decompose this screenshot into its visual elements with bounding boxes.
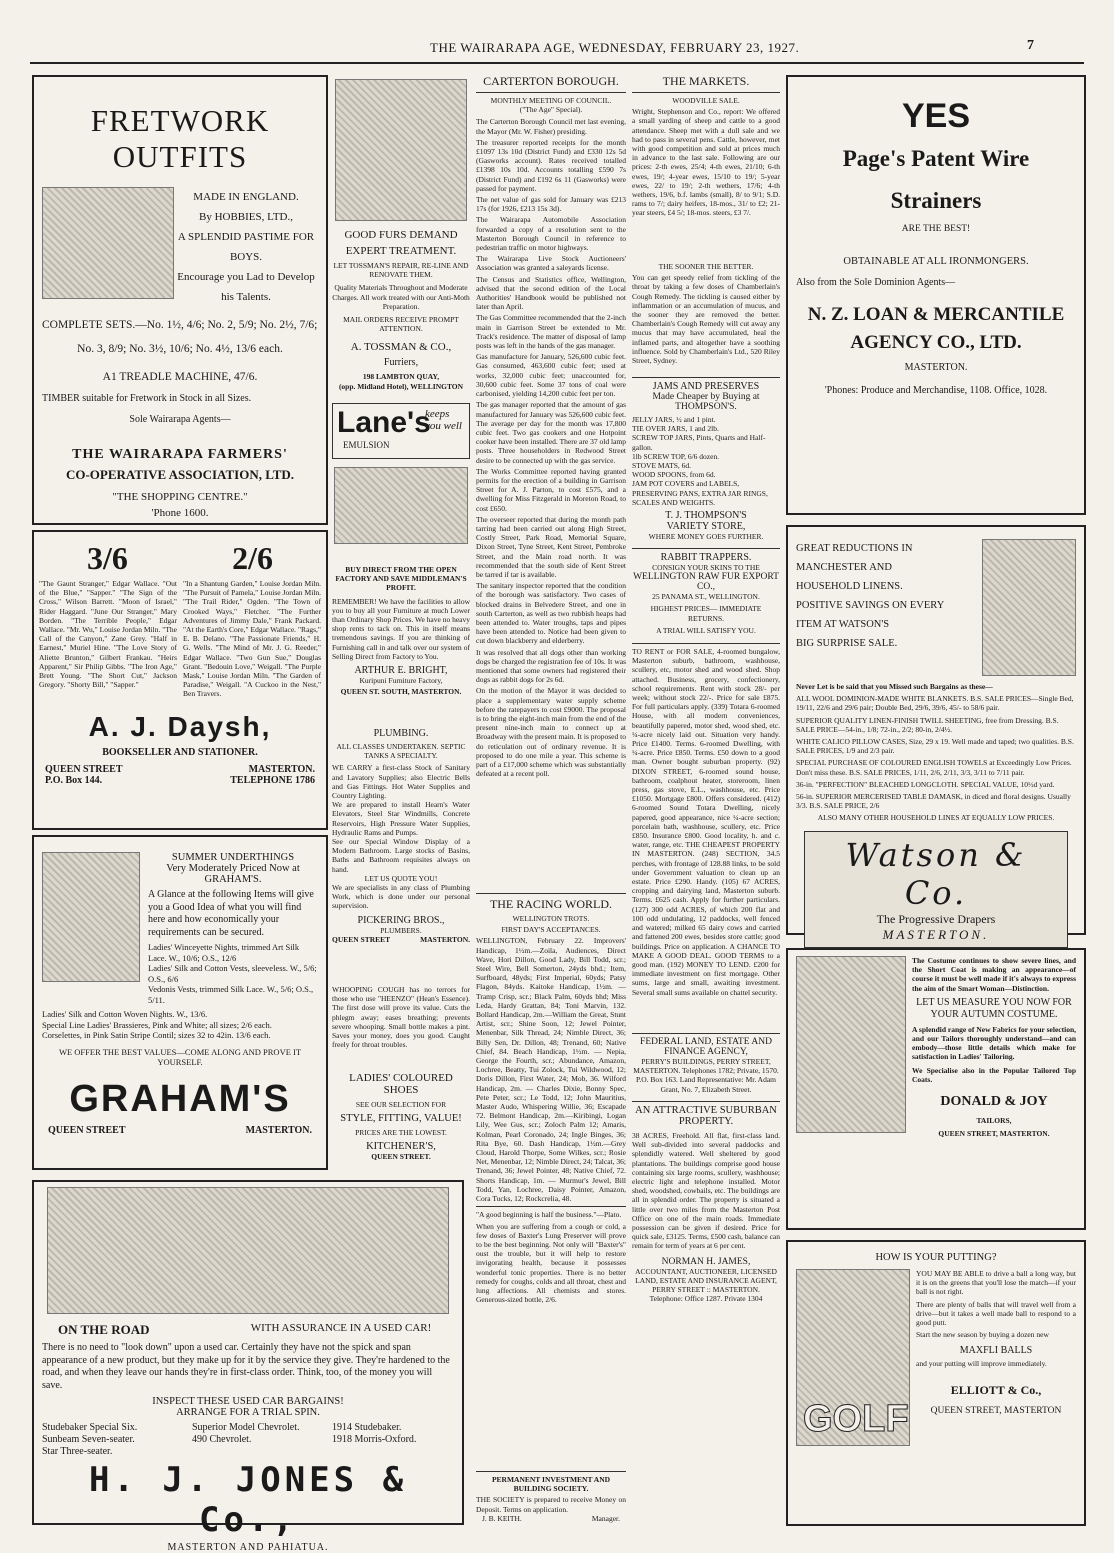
thompson-item: WOOD SPOONS, from 6d. xyxy=(632,470,716,480)
golf-p2: There are plenty of balls that will travel well from a drive—but it takes a well made ball to respond to a good putt. xyxy=(916,1299,1076,1328)
watson-item: SPECIAL PURCHASE OF COLOURED ENGLISH TOWELS at Exceedingly Low Prices. Don't miss these. B.S. SALE PRICES, 1/11, 2/6, 2/11, 3/3, 3/11 to 7/11 pair. xyxy=(796,758,1072,777)
grahams-offer: WE OFFER THE BEST VALUES—COME ALONG AND PROVE IT YOURSELF. xyxy=(58,1046,302,1067)
fretwork-line3: A SPLENDID PASTIME FOR xyxy=(177,231,315,243)
golf-p1: YOU MAY BE ABLE to drive a ball a long way, but it is on the greens that you'll lose the match—if your ball is not right. xyxy=(916,1269,1076,1297)
cough-head: THE SOONER THE BETTER. xyxy=(658,262,754,271)
divider xyxy=(476,1206,626,1207)
fretwork-ad xyxy=(32,75,328,525)
property-listings xyxy=(632,640,780,1025)
baxter-text: When you are suffering from a cough or cold, a few doses of Baxter's Lung Preserver will prove to be the best beginning. Not only will "Baxter's" oust the trouble, but it will help to restore invigorating health, because it possesses wonderful tonic properties. There is no better remedy for coughs, colds and all throat, chest and lung affections. All chemists and stores. Generous-sized bottle, 2/6. xyxy=(476,1221,626,1305)
rabbit-t5: A TRIAL WILL SATISFY YOU. xyxy=(656,625,756,635)
thompson-item: 1lb SCREW TOP, 6/6 dozen. xyxy=(632,451,720,461)
thompson-store: VARIETY STORE, xyxy=(666,521,746,533)
farmers-centre: "THE SHOPPING CENTRE." xyxy=(112,491,248,503)
carterton-para: The gas manager reported that the amount of gas manufactured for January was 526,600 cubic feet. The average per day for the month was 17,800 cubic feet. Two gas cookers and one Hotpoint cooker have been installed. There are 37 old lamp posts. Three householders in Redwood Street desire to be connected up with the gas service. xyxy=(476,400,626,465)
jones-ad xyxy=(32,1180,464,1553)
carterton-para: The overseer reported that during the month path tarring had been carried out along High Street, Costly Street, Park Road, Memorial Square, Dixon Street, Tyne Street, Kent Street, Pembroke Street, and the Main road north. It was recommended that the south side of Kent Street be tarred if tar is available. xyxy=(476,514,626,579)
watson-ad xyxy=(786,525,1086,942)
watson-never: Never Let is be said that you Missed such Bargains as these— xyxy=(796,682,993,691)
carterton-para: It was resolved that all dogs other than working dogs be charged the registration fee of 10s. It was mentioned that some owners had registered their dogs as rabbit dogs for 2s 6d. xyxy=(476,647,626,685)
fretwork-treadle: A1 TREADLE MACHINE, 47/6. xyxy=(102,371,258,383)
suburban-tel: Telephone: Office 1287. Private 1304 xyxy=(649,1294,763,1304)
column-2-top xyxy=(332,75,470,573)
daysh-tel: TELEPHONE 1786 xyxy=(230,774,315,786)
divider xyxy=(632,92,780,93)
fretwork-line5: Encourage you Lad to Develop xyxy=(177,271,315,283)
bright-name: ARTHUR E. BRIGHT, xyxy=(354,665,448,677)
bright-body: REMEMBER! We have the facilities to allow you to buy all your Furniture at much Lower than Ordinary Shop Prices. We have no heavy shop rents to tack on. This in itself means tremendous savings. If you are thinking of Furnishing call in and talk over our system of Selling Direct from Factory to You. xyxy=(332,596,470,661)
kitcheners-ad xyxy=(332,1072,470,1172)
fretwork-line6: his Talents. xyxy=(221,291,271,303)
furniture-illustration xyxy=(334,467,468,544)
grahams-town: MASTERTON. xyxy=(245,1124,312,1136)
furs-t2: EXPERT TREATMENT. xyxy=(345,245,457,257)
watson-h6: BIG SURPRISE SALE. xyxy=(796,638,898,649)
markets-text: Wright, Stephenson and Co., report: We offered a small yarding of sheep and cattle to a good attendance. Sheep met with a dull sale and we had to pass in several pens. Cattle, however, met with good competition and sold at prices much in advance to the last sale. Following are our prices: 2-th ewes, 25/4; 4-th ewes, 21/10; 6-th ewes, 19/; 4-year ewes, 15/10 to 19/; 5-year ewes, 22/ to 19/; 2-th wethers, 17/6; 4-th wethers, 19/6, b.f. lambs (small), 8/ to 9/1; S.D. rams to 7/; dairy heifers, 18-mos., 31/ to £2; 21-year steers, £4 5/; 18-mos. steers, £3 7/. xyxy=(632,107,780,218)
bright-firm: Kuripuni Furniture Factory, xyxy=(359,676,443,686)
racing-head: THE RACING WORLD. xyxy=(489,897,613,911)
yes-t4: ARE THE BEST! xyxy=(901,224,971,234)
fretwork-title: FRETWORK OUTFITS xyxy=(90,103,270,174)
carterton-article xyxy=(476,72,626,882)
rabbit-t2: CONSIGN YOUR SKINS TO THE xyxy=(652,563,760,572)
divider xyxy=(632,377,780,378)
elliott-golf-ad xyxy=(786,1240,1086,1526)
donald-addr: QUEEN STREET, MASTERTON. xyxy=(938,1129,1050,1139)
grahams-item-2: Ladies' Silk and Cotton Vests, sleeveless. W., 5/6; O.S., 6/6 xyxy=(148,963,317,984)
plumbing-p3: See our Special Window Display of a Modern Bathroom. Large stocks of Basins, Baths and Bathroom requisites always on hand. xyxy=(332,837,470,874)
carterton-para: Gas manufacture for January, 526,600 cubic feet. Gas consumed, 463,600 cubic feet; used at works, 32,000 cubic feet; unaccounted for, 30,600 cubic feet. Some 37 tons of coal were carbonised, yielding 14,200 cubic feet per ton. xyxy=(476,352,626,399)
donald-p2: LET US MEASURE YOU NOW FOR YOUR AUTUMN COSTUME. xyxy=(916,996,1072,1020)
car-4: Sunbeam Seven-seater. xyxy=(42,1434,135,1445)
rabbit-ad xyxy=(632,545,780,635)
carterton-para: The Carterton Borough Council met last evening, the Mayor (Mr. W. Fisher) presiding. xyxy=(476,117,626,136)
watson-logo: Watson & Co. xyxy=(845,835,1027,912)
suburban-head: AN ATTRACTIVE SUBURBAN PROPERTY. xyxy=(635,1105,777,1127)
thompson-item: JAM POT COVERS and LABELS, PRESERVING PANS, EXTRA JAR RINGS, SCALES AND WEIGHTS. xyxy=(632,479,768,507)
watson-tagline: The Progressive Drapers xyxy=(876,911,996,926)
watson-item: SUPERIOR QUALITY LINEN-FINISH TWILL SHEETING, free from Dressing. B.S. SALE PRICE—54-in., 1/8; 72-in., 2/2; 80-in, 2/4½. xyxy=(796,715,1059,734)
farmers-line1: THE WAIRARAPA FARMERS' xyxy=(72,447,288,462)
thompson-t2: Made Cheaper by Buying at xyxy=(652,392,760,402)
plumbing-head: PLUMBING. xyxy=(373,728,429,739)
furs-t5: MAIL ORDERS RECEIVE PROMPT ATTENTION. xyxy=(343,315,459,334)
furs-t1: GOOD FURS DEMAND xyxy=(344,229,458,241)
lady-illustration xyxy=(42,852,140,982)
markets-sub: WOODVILLE SALE. xyxy=(672,96,740,105)
suburban-ad xyxy=(632,1098,780,1526)
suburban-name: NORMAN H. JAMES, xyxy=(661,1256,751,1267)
daysh-town: MASTERTON. xyxy=(248,763,315,775)
grahams-logo: GRAHAM'S xyxy=(69,1077,291,1120)
watson-h1: GREAT REDUCTIONS IN xyxy=(796,543,913,554)
carterton-para: The Works Committee reported having granted permits for the erection of a building in Garrison Street for A. J. Parton, to cost £575, and a dwelling for Miss Fitzgerald in Moreton Road, to cost £650. xyxy=(476,466,626,513)
yes-t9: MASTERTON. xyxy=(904,362,968,373)
grahams-item-1: Ladies' Winceyette Nights, trimmed Art Silk Lace. W., 10/6; O.S., 12/6 xyxy=(148,942,300,963)
carterton-sub: MONTHLY MEETING OF COUNCIL. xyxy=(490,96,612,105)
thompson-item: JELLY JARS, ½ and 1 pint. xyxy=(632,415,716,424)
heenzo-ad xyxy=(332,985,470,1053)
plumbing-street: QUEEN STREET xyxy=(332,934,391,944)
divider xyxy=(632,643,780,644)
divider xyxy=(632,1101,780,1102)
jones-inspect: INSPECT THESE USED CAR BARGAINS! xyxy=(152,1396,344,1407)
heenzo-text: WHOOPING COUGH has no terrors for those who use "HEENZO" (Hean's Essence). The first dose will prove its value. Cuts the phlegm away; eases breathing; prevents severe whooping. Small bottle makes a pint. Saves your money, does you good. Caught freely for throat troubles. xyxy=(332,985,470,1050)
carterton-para: The sanitary inspector reported that the condition of the borough was satisfactory. Two cases of blocked drains in Belvedere Street, and one in south Carterton, as well as two rubbish heaps had been attended to. Water troughs, taps and pipes have been attended to. Notice had been given to cut down blackberry and elderberry. xyxy=(476,581,626,646)
rabbit-t4: HIGHEST PRICES— IMMEDIATE RETURNS. xyxy=(650,604,762,623)
racing-article xyxy=(476,890,626,1420)
furs-addr2: (opp. Midland Hotel), WELLINGTON xyxy=(338,381,464,391)
grahams-item-3: Vedonis Vests, trimmed Silk Lace. W., 5/6; O.S., 5/11. xyxy=(148,984,314,1005)
plumbing-p4: LET US QUOTE YOU! xyxy=(364,873,438,883)
watson-h5: ITEM AT WATSON'S xyxy=(796,619,890,630)
plumbing-p5: We are specialists in any class of Plumbing Work, which is done under our personal supervision. xyxy=(332,883,470,911)
donald-trade: TAILORS, xyxy=(976,1116,1012,1126)
thompson-t1: JAMS AND PRESERVES xyxy=(652,381,760,392)
golf-ball: MAXFLI BALLS xyxy=(959,1345,1033,1357)
yes-t10: 'Phones: Produce and Merchandise, 1108. Office, 1028. xyxy=(824,385,1048,396)
books-list-right: "In a Shantung Garden," Louise Jordan Miln. "The Pursuit of Pamela," Louise Jordan Miln. "The Trail Rider," Ogden. "The Town of Crooked Ways," Fletcher. "The Further Adventures of Jimmy Dale," Frank Packard. "At the Earth's Core," Edgar Wallace. "Rags," E. B. Delano. "The Passionate Friends," H. G. Wells. "The Mind of Mr. J. G. Reeder," Edgar Wallace. "Two Gun Sue," Douglas Grant. "Bedouin Love," Weigall. "The Purple Mask," Louise Jordan Miln. "The Garden of Paradise," Weigall. "A Cuckoo in the Nest," Ben Travers. xyxy=(183,579,321,699)
books-list-left: "The Gaunt Stranger," Edgar Wallace. "Out of the Blue," "Sapper." "The Sign of the Cross," Wilson Barrett. "Moon of Israel," Rider Haggard. "June Our Stranger," Mary Borden. "The Terrible People," Edgar Wallace. "Mr. Wu," Louise Jordan Miln. "The Call of the Canyon," Zane Grey. "Half in Earnest," Muriel Hine. "The Love Story of Aliette Brunton," Gilbert Frankau. "Heirs Apparent," Sir Philip Gibbs. "The Iron Age," Brett Young. "The Short Cut," Jackson Gregory. "Shorty Bill," "Sapper." xyxy=(39,579,177,690)
property-text: TO RENT or FOR SALE, 4-roomed bungalow, Masterton suburb, bathroom, washhouse, scullery, etc, motor shed and wood shed. Shop attached. Business, grocery, confectionery, school requirements. Rent with stock 28/- per week; without stock 22/-. Price for sale £875. For full particulars apply. (339) Totara 6-roomed House, with all modern conveniences, beautifully papered, motor shed, wood shed, etc. ¼-acre nicely laid out. Situation very handy. Price £1400. Terms. 6-roomed Dwelling, with ¼-acre. Price £850. Terms. £50 down to a good man. Owner bought suburban property. (92) DIXON STREET, 6-roomed sound house, bathroom, coalphout heater, storeroom, linen press, gas stove, E.L., washhouse, etc. Price £1050. Mortgage £800. Offers considered. (412) 6-roomed Sound Totara Dwelling, nicely papered, good appearance, nice ¼-acre section; porcelain bath, washhouse, scullery, etc. Price £850. Insurance £800. Good locality, h. and c. water, range, etc. THE CHEAPEST PROPERTY IN MASTERTON. (248) SECTION, 34.5 perches, with frontage of 128.88 links, to be sold under Government valuation to clean up an estate. Price £290. Handy. (105) 67 ACRES, cropping and dairying land, Masterton suburb. Terms. £625 cash. Apply for further particulars. (127) 300 odd ACRES, of which 200 flat and 100 odd undulating, 12 paddocks, well fenced and watered; milked 65 dairy cows and carried and fattened 200 ewes, besides store cattle; good buildings. Price on application. A CHANCE TO MAKE A GOOD DEAL. GOOD TERMS to a good man. (192) MONEY TO LEND. £200 for immediate investment on first mortgage. Other sums, large and small, awaiting investment. Several small sums available on chattel security. xyxy=(632,647,780,997)
divider xyxy=(476,893,626,894)
furs-t4: Quality Materials Throughout and Moderate Charges. All work treated with our Anti-Moth Preparation. xyxy=(332,283,470,311)
jones-name: H. J. JONES & Co., xyxy=(88,1460,408,1540)
grahams-item-5: Special Line Ladies' Brassieres, Pink and White; all sizes; 2/6 each. xyxy=(42,1019,272,1030)
thompson-name: T. J. THOMPSON'S xyxy=(665,510,747,522)
lanes-tag: keeps you well xyxy=(425,407,462,432)
shoes-t3: STYLE, FITTING, VALUE! xyxy=(340,1113,462,1125)
federal-text: PERRY'S BUILDINGS, PERRY STREET, MASTERTON. Telephones 1782; Private, 1570. P.O. Box 163. Land Representative: Mr. Adam Grant, No. 7, Elizabeth Street. xyxy=(633,1057,779,1094)
cough-text: You can get speedy relief from tickling of the throat by taking a few doses of Chamberlain's Cough Remedy. The tickling is caused either by inflammation or an accumulation of mucus, and the sooner they are removed the better. Chamberlain's Cough Remedy will cut away any mucus that may have accumulated, heal the inflamed parts, and altogether have a soothing influence. Sold by Chamberlain's Ltd., 520 Riley Street, Sydney. xyxy=(632,273,780,366)
fretwork-tools-illustration xyxy=(42,187,174,299)
car-illustration xyxy=(47,1187,449,1314)
watson-h3: HOUSEHOLD LINENS. xyxy=(796,581,903,592)
carterton-para: The Wairarapa Live Stock Auctioneers' Association was granted a saleyards license. xyxy=(476,254,626,273)
chamberlain-ad xyxy=(632,262,780,372)
watson-item: 36-in. "PERFECTION" BLEACHED LONGCLOTH. SPECIAL VALUE, 10½d yard. xyxy=(796,779,1055,789)
donald-joy-ad xyxy=(786,948,1086,1230)
car-6: 1918 Morris-Oxford. xyxy=(332,1434,417,1445)
watson-item: ALSO MANY OTHER HOUSEHOLD LINES AT EQUALLY LOW PRICES. xyxy=(817,813,1055,823)
daysh-name: A. J. Daysh, xyxy=(88,710,272,742)
daysh-street: QUEEN STREET xyxy=(45,763,123,775)
yes-t3: Strainers xyxy=(890,188,982,213)
rabbit-t3: WELLINGTON RAW FUR EXPORT CO., xyxy=(633,572,779,593)
golf-name: ELLIOTT & Co., xyxy=(950,1382,1042,1397)
car-7: Star Three-seater. xyxy=(42,1446,113,1457)
lanes-sub: EMULSION xyxy=(343,439,390,450)
grahams-head3: GRAHAM'S. xyxy=(204,874,262,885)
grahams-intro: A Glance at the following Items will give you a Good Idea of what you will find here and how economically your requirements can be secured. xyxy=(148,889,314,938)
watson-h4: POSITIVE SAVINGS ON EVERY xyxy=(796,600,945,611)
permanent-ad xyxy=(476,1468,626,1528)
racing-sub: WELLINGTON TROTS. xyxy=(512,914,590,923)
grahams-item-6: Corselettes, in Pink Satin Stripe Contil; sizes 32 to 42in. 13/6 each. xyxy=(42,1030,271,1040)
plumbing-trade: PLUMBERS. xyxy=(380,925,422,935)
permanent-text: THE SOCIETY is prepared to receive Money on Deposit. Terms on application. xyxy=(476,1495,626,1514)
grahams-head2: Very Moderately Priced Now at xyxy=(166,863,300,874)
yes-t7: N. Z. LOAN & MERCANTILE xyxy=(807,304,1065,325)
jones-road: ON THE ROAD xyxy=(58,1322,150,1337)
shoes-t2: SEE OUR SELECTION FOR xyxy=(355,1100,447,1109)
costume-illustration xyxy=(796,956,906,1133)
federal-ad xyxy=(632,1030,780,1094)
watson-item: WHITE CALICO PILLOW CASES, Size, 29 x 19. Well made and taped; two qualities. B.S. SALE PRICES, 1/9 and 2/3 pair. xyxy=(796,737,1074,756)
carterton-para: The treasurer reported receipts for the month £1097 13s 10d (District Fund) and £330 12s 5d (Gasworks account). Rates received totalled £1398 10s 10d. Accounts totalling £590 7s (District Fund) and £192 6s 11 (Gasworks) were passed for payment. xyxy=(476,137,626,193)
carterton-para: The net value of gas sold for January was £213 17s (for 1926, £213 15s 3d). xyxy=(476,195,626,214)
carterton-para: On the motion of the Mayor it was decided to place a supplementary water supply scheme before the ratepayers to cost £9000. The proposal is to bring the eight-inch main from the end of the present nine-inch main to connect up at Broadway with the present main. It is proposed to do reticulation out of ordinary revenue. It is proposed to do one mile a year. This scheme is part of a £17,000 scheme which was substantially defeated at a recent poll. xyxy=(476,686,626,779)
car-5: 490 Chevrolet. xyxy=(192,1434,252,1445)
price-3-6: 3/6 xyxy=(87,540,128,576)
racing-text: WELLINGTON, February 22. Improvers' Handicap, 1½m.—Zoila, Audiences, Direct Wave, Hori Dillon, Good Lady, Bill Todd, scr.; Steel Wire, Bell Somerton, 24yds bhd.; Item, Surfboard, 48yds; First Imperial, 60yds; Patsy Flagon, 84yds. Kaitoke Handicap, 1½m. — Tramp Crisp, scr.; Black Palm, 60yds bhd; Miss Leda, Hardy Grattan, 84; Toni Marvin, 132. Bollard Handicap, 2m.—William the Great, Stunt Artist, scr.; Shine Soon, 12; Jewel Pointer, Menenbar, Silk Thread, 24; Nimble Direct, 36; Billy Sen, Dr. Dillon, 48; Trenand, 60; Native Chief, 84. Beach Handicap, 1½m. — Nepia, George the Fourth, scr.; Abundance, Amazon, Lochree, Beatty, Tui Zolock, Tui Wildwood, 12; Doris Dillon, First Water, 24; Mob, 36. Wilford Handicap, 2m. — Charles Dixie, Bonny Spec, Pete Peter, scr.; Le Todd, 12; John Mauritius, Master Audo, Whispering Willie, 36; Escapade 72. Belmont Handicap, 2m.—Kiribingi, Logan Lily, Wee Gus, scr.; Zoloch Palm 12; Amaris, Kolman, Pearl Coronado, 24; Ingle Binges, 36; Rita Bye, 60. Dash Handicap, 1½m.—Grey Cloud, Harold Thorpe, Some Wilkes, scr.; Rosie Net, Menenbar, 12; Nimble Direct, 24; Talcat, 36; Trenand, 36; Jewel Pointer, 48; Native Chief, 72. Shorts Handicap, 1m. — Murmur's Jewel, Bill Todd, Yan, Lochree, Daisy Pointer, Amazon, Cora Tucks, 12; Rockcrelia, 48. xyxy=(476,936,626,1204)
golf-word: GOLF xyxy=(803,1398,909,1440)
newspaper-title: THE WAIRARAPA AGE, WEDNESDAY, FEBRUARY 23, 1927. xyxy=(430,40,800,55)
thompson-item: TIE OVER JARS, 1 and 2lb. xyxy=(632,424,719,434)
fretwork-line1: MADE IN ENGLAND. xyxy=(193,191,299,203)
golf-addr: QUEEN STREET, MASTERTON xyxy=(930,1405,1062,1416)
racing-sub2: FIRST DAY'S ACCEPTANCES. xyxy=(501,925,601,935)
yes-t2: Page's Patent Wire xyxy=(842,146,1030,171)
yes-t5: OBTAINABLE AT ALL IRONMONGERS. xyxy=(843,256,1029,267)
fretwork-agents: Sole Wairarapa Agents— xyxy=(129,414,231,425)
bright-ad xyxy=(332,565,470,705)
divider xyxy=(476,1471,626,1472)
price-2-6: 2/6 xyxy=(232,540,273,576)
furs-addr1: 198 LAMBTON QUAY, xyxy=(362,372,440,382)
thompson-item: SCREW TOP JARS, Pints, Quarts and Half-gallon. xyxy=(632,433,766,452)
yes-t8: AGENCY CO., LTD. xyxy=(850,332,1022,353)
rabbit-t1: RABBIT TRAPPERS. xyxy=(660,552,752,563)
shoes-t4: PRICES ARE THE LOWEST. xyxy=(355,1128,447,1138)
plumbing-town: MASTERTON. xyxy=(420,934,470,944)
thompson-t3: THOMPSON'S. xyxy=(675,402,737,412)
permanent-name: J. B. KEITH. xyxy=(482,1513,522,1523)
thompson-ad xyxy=(632,374,780,542)
carterton-para: The Wairarapa Automobile Association forwarded a copy of a resolution sent to the Masterton Borough Council in reference to pedestrian traffic on motor highways. xyxy=(476,215,626,253)
linen-illustration xyxy=(982,539,1076,676)
carterton-special: ("The Age" Special). xyxy=(519,105,583,115)
yes-t6: Also from the Sole Dominion Agents— xyxy=(796,277,956,288)
markets-article xyxy=(632,72,780,262)
grahams-street: QUEEN STREET xyxy=(48,1124,126,1136)
suburban-text: 38 ACRES, Freehold. All flat, first-class land. Well sub-divided into several paddocks and splendidly watered. Well sheltered by good plantations. The buildings comprise good house containing six large rooms, scullery, washhouse; electric light and telephone installed. Motor shed, woodshed, cowbails, etc. The buildings are all in splendid order. The property is situated a little over two miles from the Masterton Post Office on one of the main roads. Immediate possession can be given if desired. Price for quick sale, £3125. Terms, £500 cash, balance can remain for term of years at 6 per cent. xyxy=(632,1131,780,1251)
markets-head: THE MARKETS. xyxy=(662,74,750,88)
daysh-ad xyxy=(32,530,328,830)
jones-car-list xyxy=(42,1422,454,1458)
donald-p3: A splendid range of New Fabrics for your selection, and our Tailors thoroughly understand—and can embody—those little details which make for satisfaction in Ladies' Tailoring. xyxy=(912,1024,1076,1062)
masthead xyxy=(0,40,1114,62)
shoes-name: KITCHENER'S, xyxy=(366,1141,436,1153)
donald-name: DONALD & JOY xyxy=(940,1094,1048,1110)
lanes-emulsion-ad xyxy=(332,403,470,459)
rabbit-addr: 25 PANAMA ST., WELLINGTON. xyxy=(652,592,760,602)
divider xyxy=(632,548,780,549)
masthead-rule xyxy=(30,62,1084,64)
golfer-illustration xyxy=(796,1269,910,1446)
furs-t3: LET TOSSMAN'S REPAIR, RE-LINE AND RENOVATE THEM. xyxy=(333,261,469,280)
plumbing-p2: We are prepared to install Hearn's Water Elevators, Steel Star Windmills, Concrete Reservoirs, High Pressure Water Supplies, Hydraulic Rams and Pumps. xyxy=(332,800,470,837)
car-2: Superior Model Chevrolet. xyxy=(192,1422,300,1433)
carterton-head: CARTERTON BOROUGH. xyxy=(483,74,619,88)
suburban-addr: PERRY STREET :: MASTERTON. xyxy=(652,1285,760,1295)
permanent-head: PERMANENT INVESTMENT AND BUILDING SOCIETY. xyxy=(491,1475,611,1494)
fur-woman-illustration xyxy=(335,79,467,221)
watson-town: MASTERTON. xyxy=(882,926,990,942)
golf-p3: Start the new season by buying a dozen new xyxy=(916,1330,1049,1340)
plumbing-sub: ALL CLASSES UNDERTAKEN. SEPTIC TANKS A SPECIALTY. xyxy=(336,742,466,761)
plato-quote: "A good beginning is half the business."—Plato. xyxy=(476,1210,622,1220)
divider xyxy=(632,1033,780,1034)
fretwork-sets-1: COMPLETE SETS.—No. 1½, 4/6; No. 2, 5/9; No. 2½, 7/6; xyxy=(42,319,318,331)
grahams-item-4: Ladies' Silk and Cotton Woven Nights. W., 13/6. xyxy=(42,1009,208,1019)
plumbing-name: PICKERING BROS., xyxy=(357,914,445,926)
watson-item: ALL WOOL DOMINION-MADE WHITE BLANKETS. B.S. SALE PRICES—Single Bed, 19/11, 22/6 and 29/6 pair; Double Bed, 29/6, 39/6, 45/- to 58/6 pair. xyxy=(796,694,1074,713)
furs-furriers: Furriers, xyxy=(383,357,419,369)
permanent-role: Manager. xyxy=(591,1513,620,1523)
daysh-box: P.O. Box 144. xyxy=(45,774,103,786)
page-number: 7 xyxy=(1027,38,1034,53)
suburban-role: ACCOUNTANT, AUCTIONEER, LICENSED LAND, ESTATE AND INSURANCE AGENT, xyxy=(635,1266,777,1285)
thompson-item: STOVE MATS, 6d. xyxy=(632,461,692,471)
grahams-ad xyxy=(32,835,328,1170)
watson-item: 56-in. SUPERIOR MERCERISED TABLE DAMASK, in diced and floral designs. Usually 3/3. B.S. SALE PRICE, 2/6 xyxy=(796,792,1071,811)
fretwork-sets-2: No. 3, 8/9; No. 3½, 10/6; No. 4½, 13/6 each. xyxy=(77,343,283,355)
farmers-line2: CO-OPERATIVE ASSOCIATION, LTD. xyxy=(65,467,295,482)
plumbing-p1: WE CARRY a first-class Stock of Sanitary and Lavatory Supplies; also Electric Bells and Gas Fittings. Hot Water Supplies and Country Lighting. xyxy=(332,763,470,801)
donald-p4: We Specialise also in the Popular Tailored Top Coats. xyxy=(912,1065,1076,1084)
federal-head: FEDERAL LAND, ESTATE AND FINANCE AGENCY, xyxy=(640,1037,772,1057)
yes-strainers-ad xyxy=(786,75,1086,515)
furs-name: A. TOSSMAN & CO., xyxy=(350,341,452,354)
fretwork-line2: By HOBBIES, LTD., xyxy=(198,211,294,223)
donald-p1: The Costume continues to show severe lines, and the Short Coat is making an appearance—of course it must be well made if it's always to express the aim of the Smart Woman—Distinction. xyxy=(912,956,1076,993)
bright-head: BUY DIRECT FROM THE OPEN FACTORY AND SAVE MIDDLEMAN'S PROFIT. xyxy=(335,565,467,593)
plumbing-ad xyxy=(332,728,470,978)
bright-addr: QUEEN ST. SOUTH, MASTERTON. xyxy=(340,687,462,697)
lanes-brand: Lane's xyxy=(337,405,431,439)
daysh-trade: BOOKSELLER AND STATIONER. xyxy=(102,746,258,758)
car-3: 1914 Studebaker. xyxy=(332,1422,402,1433)
carterton-para: The Gas Committee recommended that the 2-inch main in Garrison Street be extended to Mr. Track's residence. The matter of disposal of lamp posts was left in the hands of the gas manager. xyxy=(476,313,626,351)
fretwork-timber: TIMBER suitable for Fretwork in Stock in all Sizes. xyxy=(42,393,252,404)
car-1: Studebaker Special Six. xyxy=(42,1422,138,1433)
golf-p4: and your putting will improve immediately. xyxy=(916,1359,1047,1369)
jones-arrange: ARRANGE FOR A TRIAL SPIN. xyxy=(176,1407,320,1418)
watson-h2: MANCHESTER AND xyxy=(796,562,892,573)
golf-head: HOW IS YOUR PUTTING? xyxy=(875,1252,997,1263)
jones-assurance: WITH ASSURANCE IN A USED CAR! xyxy=(250,1322,432,1334)
jones-addr: MASTERTON AND PAHIATUA. xyxy=(167,1542,329,1553)
yes-t1: YES xyxy=(901,97,971,135)
shoes-addr: QUEEN STREET. xyxy=(371,1152,431,1162)
shoes-t1: LADIES' COLOURED SHOES xyxy=(349,1072,453,1096)
farmers-phone: 'Phone 1600. xyxy=(151,507,209,519)
divider xyxy=(476,92,626,93)
jones-body: There is no need to "look down" upon a used car. Certainly they have not the spick and span appearance of a new product, but they make up for it by the service they give. They're hardened to the road, and when they leave our hands they're in first-class order. Think, too, of the money you will save. xyxy=(42,1342,450,1391)
fretwork-line4: BOYS. xyxy=(229,251,263,263)
thompson-motto: WHERE MONEY GOES FURTHER. xyxy=(648,532,764,542)
grahams-head1: SUMMER UNDERTHINGS xyxy=(171,852,295,863)
carterton-para: The Census and Statistics office, Wellington, advised that the second edition of the Local Authorities' Handbook would be published not later than April. xyxy=(476,274,626,312)
